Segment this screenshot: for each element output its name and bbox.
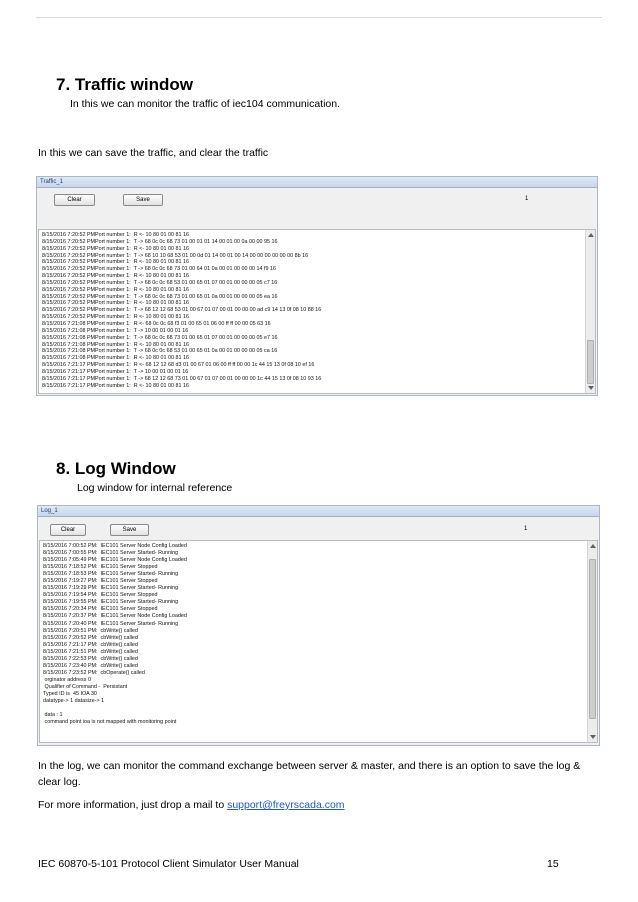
more-info	[38, 798, 345, 812]
support-email-link[interactable]: support@freyrscada.com	[227, 799, 345, 811]
scroll-thumb[interactable]	[587, 340, 594, 384]
scroll-thumb[interactable]	[589, 559, 596, 719]
traffic-line: 8/15/2016 7:21:08 PMPort number 1: R <- 10 80 01 00 81 16	[42, 355, 189, 362]
traffic-scrollbar[interactable]	[585, 230, 595, 393]
traffic-line: 8/15/2016 7:21:08 PMPort number 1: T -> 68 0c 0c 68 53 01 00 65 01 0a 00 01 00 00 00 05 ca 16	[42, 348, 278, 355]
traffic-line: 8/15/2016 7:21:08 PMPort number 1: T -> 10 00 01 00 01 16	[42, 327, 189, 334]
log-window	[37, 505, 600, 746]
traffic-line: 8/15/2016 7:20:52 PMPort number 1: R <- 10 80 01 00 81 16	[42, 245, 189, 252]
log-line: 8/15/2016 7:21:17 PM: cbWrite() called	[43, 641, 138, 648]
traffic-line: 8/15/2016 7:20:52 PMPort number 1: T -> 68 10 10 68 53 01 00 0d 01 14 00 01 00 14 00 00 00 00 00 00 8b 16	[42, 252, 309, 259]
log-line: 8/15/2016 7:19:29 PM: IEC101 Server Started- Running	[43, 585, 179, 592]
traffic-window	[36, 176, 598, 396]
traffic-line: 8/15/2016 7:20:52 PMPort number 1: T -> 68 0c 0c 68 73 01 00 65 01 0a 00 01 00 00 00 05 ea 16	[42, 293, 278, 300]
log-counter: 1	[524, 526, 528, 532]
traffic-lines	[42, 232, 584, 389]
log-line: 8/15/2016 7:19:27 PM: IEC101 Server Stopped	[43, 578, 158, 585]
traffic-log-textarea[interactable]	[38, 229, 596, 394]
traffic-line: 8/15/2016 7:20:52 PMPort number 1: T -> 68 12 12 68 53 01 00 67 01 07 00 01 00 00 00 ad c9 14 13 0f 08 10 88 16	[42, 307, 322, 314]
log-line: Qualifier of Command - Persistant	[43, 683, 128, 690]
log-line: Typed ID is 45 IOA 30	[43, 690, 97, 697]
traffic-save-button[interactable]: Save	[123, 194, 163, 206]
section-7-intro: In this we can monitor the traffic of iec104 communication.	[70, 98, 341, 110]
traffic-line: 8/15/2016 7:20:52 PMPort number 1: T -> 68 0c 0c 68 53 01 00 65 01 07 00 01 00 00 00 05 c7 16	[42, 279, 278, 286]
log-line: 8/15/2016 7:20:51 PM: cbWrite() called	[43, 627, 138, 634]
log-line: 8/15/2016 7:20:37 PM: IEC101 Server Node Config Loaded	[43, 613, 187, 620]
log-description: In the log, we can monitor the command exchange between server & master, and there is an option to save the log & clear log.	[38, 760, 581, 788]
traffic-window-title: Traffic_1	[37, 177, 597, 188]
traffic-line: 8/15/2016 7:20:52 PMPort number 1: T -> 68 0c 0c 68 73 01 00 64 01 0a 00 01 00 00 00 14 f9 16	[42, 266, 277, 273]
traffic-line: 8/15/2016 7:20:52 PMPort number 1: R <- 10 80 01 00 81 16	[42, 232, 189, 238]
scroll-up-icon[interactable]	[590, 544, 596, 548]
log-line: datatype-> 1 datasize-> 1	[43, 698, 105, 705]
log-line: orginator address 0	[43, 676, 91, 683]
traffic-toolbar	[37, 188, 597, 226]
traffic-line: 8/15/2016 7:21:08 PMPort number 1: R <- 68 0c 0c 68 f3 01 00 65 01 06 00 ff ff 00 00 05 63 16	[42, 320, 271, 327]
traffic-line: 8/15/2016 7:21:08 PMPort number 1: R <- 10 80 01 00 81 16	[42, 341, 189, 348]
log-line: 8/15/2016 7:21:51 PM: cbWrite() called	[43, 648, 138, 655]
footer-title: IEC 60870-5-101 Protocol Client Simulator User Manual	[38, 858, 299, 870]
log-line: 8/15/2016 7:20:34 PM: IEC101 Server Stopped	[43, 606, 158, 613]
traffic-line: 8/15/2016 7:21:08 PMPort number 1: T -> 68 0c 0c 68 73 01 00 65 01 07 00 01 00 00 00 05 e7 16	[42, 334, 278, 341]
log-line: 8/15/2016 7:20:40 PM: IEC101 Server Started- Running	[43, 620, 179, 627]
page-number: 15	[547, 858, 559, 870]
log-clear-button[interactable]: Clear	[50, 524, 86, 536]
scroll-down-icon[interactable]	[590, 735, 596, 739]
log-window-title: Log_1	[38, 506, 599, 517]
traffic-clear-button[interactable]: Clear	[54, 194, 95, 206]
traffic-line: 8/15/2016 7:20:52 PMPort number 1: R <- 10 80 01 00 81 16	[42, 273, 189, 280]
traffic-line: 8/15/2016 7:20:52 PMPort number 1: T -> 68 0c 0c 68 73 01 00 01 01 14 00 01 00 0a 00 00 95 16	[42, 238, 278, 245]
traffic-line: 8/15/2016 7:20:52 PMPort number 1: R <- 10 80 01 00 81 16	[42, 259, 189, 266]
traffic-line: 8/15/2016 7:20:52 PMPort number 1: R <- 10 80 01 00 81 16	[42, 300, 189, 307]
log-save-button[interactable]: Save	[110, 524, 149, 536]
log-line: 8/15/2016 7:05:49 PM: IEC101 Server Node Config Loaded	[43, 557, 187, 564]
log-line: 8/15/2016 7:18:52 PM: IEC101 Server Stopped	[43, 564, 158, 571]
header-rule	[36, 17, 602, 18]
log-line: 8/15/2016 7:00:55 PM: IEC101 Server Started- Running	[43, 550, 179, 557]
section-8-heading: 8. Log Window	[56, 459, 176, 478]
traffic-line: 8/15/2016 7:20:52 PMPort number 1: R <- 10 80 01 00 81 16	[42, 314, 189, 321]
log-lines	[43, 543, 586, 726]
traffic-line: 8/15/2016 7:21:17 PMPort number 1: T -> 10 00 01 00 01 16	[42, 368, 189, 375]
section-7-note: In this we can save the traffic, and clear the traffic	[38, 147, 269, 159]
traffic-line: 8/15/2016 7:21:17 PMPort number 1: T -> 68 12 12 68 73 01 00 67 01 07 00 01 00 00 00 1c 44 15 13 0f 08 10 93 16	[42, 375, 322, 382]
traffic-line: 8/15/2016 7:21:17 PMPort number 1: R <- 68 12 12 68 d3 01 00 67 01 06 00 ff ff 00 00 1c 44 15 13 0f 08 10 ef 16	[42, 362, 315, 369]
log-line	[43, 705, 586, 712]
scroll-up-icon[interactable]	[588, 233, 594, 237]
traffic-line: 8/15/2016 7:20:52 PMPort number 1: R <- 10 80 01 00 81 16	[42, 286, 189, 293]
log-line: 8/15/2016 7:23:52 PM: cbOperate() called	[43, 669, 145, 676]
log-textarea[interactable]	[39, 540, 598, 743]
scroll-down-icon[interactable]	[588, 386, 594, 390]
log-line: 8/15/2016 7:19:54 PM: IEC101 Server Stopped	[43, 592, 158, 599]
log-line: command point ioa is not mapped with monitoring point	[43, 719, 177, 726]
log-line: 8/15/2016 7:23:40 PM: cbWrite() called	[43, 662, 138, 669]
log-line: data : 1	[43, 712, 63, 719]
traffic-line: 8/15/2016 7:21:17 PMPort number 1: R <- 10 80 01 00 81 16	[42, 382, 189, 389]
traffic-counter: 1	[525, 196, 529, 202]
log-line: 8/15/2016 7:22:53 PM: cbWrite() called	[43, 655, 138, 662]
log-line: 8/15/2016 7:18:53 PM: IEC101 Server Started- Running	[43, 571, 179, 578]
more-info-text: For more information, just drop a mail to	[38, 799, 228, 811]
log-scrollbar[interactable]	[587, 541, 597, 742]
section-7-heading: 7. Traffic window	[56, 75, 193, 94]
log-line: 8/15/2016 7:00:52 PM: IEC101 Server Node Config Loaded	[43, 543, 187, 549]
log-line: 8/15/2016 7:19:55 PM: IEC101 Server Started- Running	[43, 599, 179, 606]
section-8-intro: Log window for internal reference	[77, 482, 233, 494]
log-line: 8/15/2016 7:20:52 PM: cbWrite() called	[43, 634, 138, 641]
